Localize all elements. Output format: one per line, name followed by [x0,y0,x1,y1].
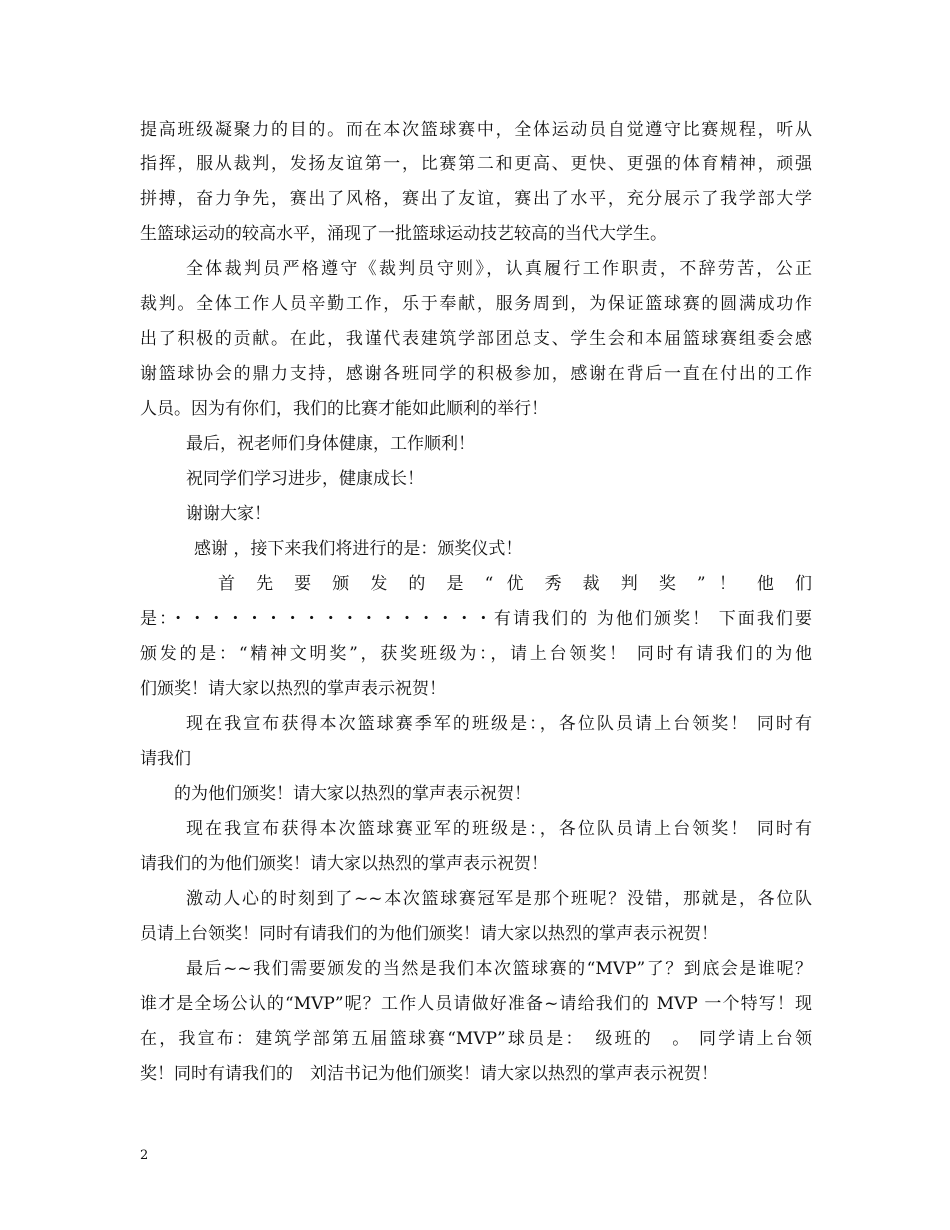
body-line: 激动人心的时刻到了~~本次篮球赛冠军是那个班呢？没错，那就是，各位队 [186,889,812,909]
body-line: 现在我宣布获得本次篮球赛亚军的班级是：，各位队员请上台领奖！ 同时有 [186,819,812,839]
body-line: 谢谢大家！ [186,504,271,524]
body-line: 员请上台领奖！同时有请我们的为他们颁奖！请大家以热烈的掌声表示祝贺！ [140,924,718,944]
body-line: 全体裁判员严格遵守《裁判员守则》，认真履行工作职责，不辞劳苦，公正 [186,259,812,279]
body-line: 裁判。全体工作人员辛勤工作，乐于奉献，服务周到，为保证篮球赛的圆满成功作 [140,294,812,314]
body-line: 现在我宣布获得本次篮球赛季军的班级是：，各位队员请上台领奖！ 同时有 [186,714,812,734]
body-line: 首 先 要 颁 发 的 是 “ 优 秀 裁 判 奖 ” ！ 他 们 [218,574,812,594]
body-line: 是：・・・・・・・・・・・・・・・・・有请我们的 为他们颁奖！ 下面我们要 [140,609,812,629]
body-line: 最后，祝老师们身体健康，工作顺利！ [186,434,475,454]
body-line: 感谢 ，接下来我们将进行的是：颁奖仪式！ [194,539,523,559]
body-line: 谁才是全场公认的“MVP”呢？工作人员请做好准备~请给我们的 MVP 一个特写！现 [140,994,812,1014]
body-line: 的为他们颁奖！请大家以热烈的掌声表示祝贺！ [174,784,531,804]
body-line: 颁发的是：“精神文明奖”，获奖班级为：，请上台领奖！ 同时有请我们的为他 [140,644,812,664]
body-line: 拼搏，奋力争先，赛出了风格，赛出了友谊，赛出了水平，充分展示了我学部大学 [140,189,812,209]
body-line: 生篮球运动的较高水平，涌现了一批篮球运动技艺较高的当代大学生。 [140,224,667,244]
body-line: 请我们的为他们颁奖！请大家以热烈的掌声表示祝贺！ [140,854,548,874]
body-line: 请我们 [140,749,191,769]
body-line: 指挥，服从裁判，发扬友谊第一，比赛第二和更高、更快、更强的体育精神，顽强 [140,154,812,174]
body-line: 出了积极的贡献。在此，我谨代表建筑学部团总支、学生会和本届篮球赛组委会感 [140,329,812,349]
body-line: 提高班级凝聚力的目的。而在本次篮球赛中，全体运动员自觉遵守比赛规程，听从 [140,120,812,140]
body-line: 谢篮球协会的鼎力支持，感谢各班同学的积极参加，感谢在背后一直在付出的工作 [140,364,812,384]
body-line: 们颁奖！请大家以热烈的掌声表示祝贺！ [140,679,446,699]
page-number: 2 [140,1148,149,1163]
body-line: 在，我宣布：建筑学部第五届篮球赛“MVP”球员是： 级班的 。 同学请上台领 [140,1029,812,1049]
body-line: 祝同学们学习进步，健康成长！ [186,469,424,489]
body-line: 最后~~我们需要颁发的当然是我们本次篮球赛的“MVP”了？到底会是谁呢？ [186,959,812,979]
body-line: 人员。因为有你们，我们的比赛才能如此顺利的举行！ [140,399,548,419]
body-line: 奖！同时有请我们的 刘洁书记为他们颁奖！请大家以热烈的掌声表示祝贺！ [140,1064,718,1084]
